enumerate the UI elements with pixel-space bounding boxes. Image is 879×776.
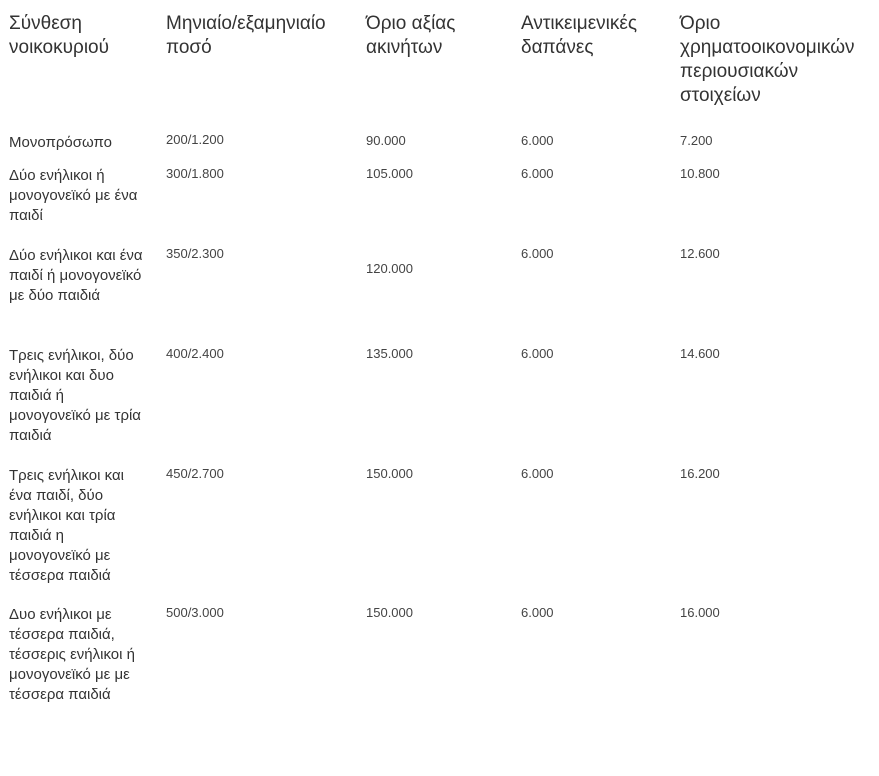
row-2-amount: 300/1.800 — [166, 166, 224, 181]
row-4-amount: 400/2.400 — [166, 346, 224, 361]
row-1-household: Μονοπρόσωπο — [9, 134, 112, 151]
row-4-financial-limit: 14.600 — [680, 346, 720, 361]
row-6-financial-limit: 16.000 — [680, 605, 720, 620]
row-4-property-limit: 135.000 — [366, 346, 413, 361]
row-3-expenses: 6.000 — [521, 246, 554, 261]
row-1-expenses: 6.000 — [521, 133, 554, 148]
header-financial-limit: Όριο χρηματοοικονομικών περιουσιακών στοιχείων — [680, 13, 855, 106]
header-expenses: Αντικειμενικές δαπάνες — [521, 13, 638, 58]
row-1-property-limit: 90.000 — [366, 133, 406, 148]
header-property-limit: Όριο αξίας ακινήτων — [366, 13, 456, 58]
row-4-household: Τρεις ενήλικοι, δύο ενήλικοι και δυο παιδιά ή μονογονεϊκό με τρία παιδιά — [9, 347, 141, 444]
row-2-household: Δύο ενήλικοι ή μονογονεϊκό με ένα παιδί — [9, 167, 138, 224]
row-6-expenses: 6.000 — [521, 605, 554, 620]
row-5-financial-limit: 16.200 — [680, 466, 720, 481]
row-3-property-limit: 120.000 — [366, 261, 413, 276]
row-3-household: Δύο ενήλικοι και ένα παιδί ή μονογονεϊκό με δύο παιδιά — [9, 247, 143, 304]
row-2-property-limit: 105.000 — [366, 166, 413, 181]
row-5-property-limit: 150.000 — [366, 466, 413, 481]
row-1-financial-limit: 7.200 — [680, 133, 713, 148]
row-2-financial-limit: 10.800 — [680, 166, 720, 181]
row-4-expenses: 6.000 — [521, 346, 554, 361]
row-5-amount: 450/2.700 — [166, 466, 224, 481]
row-2-expenses: 6.000 — [521, 166, 554, 181]
row-5-expenses: 6.000 — [521, 466, 554, 481]
row-6-property-limit: 150.000 — [366, 605, 413, 620]
row-5-household: Τρεις ενήλικοι και ένα παιδί, δύο ενήλικοι και τρία παιδιά η μονογονεϊκό με τέσσερα παιδιά — [9, 467, 124, 584]
row-6-amount: 500/3.000 — [166, 605, 224, 620]
row-1-amount: 200/1.200 — [166, 132, 224, 147]
header-amount: Μηνιαίο/εξαμηνιαίο ποσό — [166, 13, 326, 58]
row-3-financial-limit: 12.600 — [680, 246, 720, 261]
row-3-amount: 350/2.300 — [166, 246, 224, 261]
row-6-household: Δυο ενήλικοι με τέσσερα παιδιά, τέσσερις ενήλικοι ή μονογονεϊκό με με τέσσερα παιδιά — [9, 606, 135, 703]
header-household: Σύνθεση νοικοκυριού — [9, 13, 110, 58]
